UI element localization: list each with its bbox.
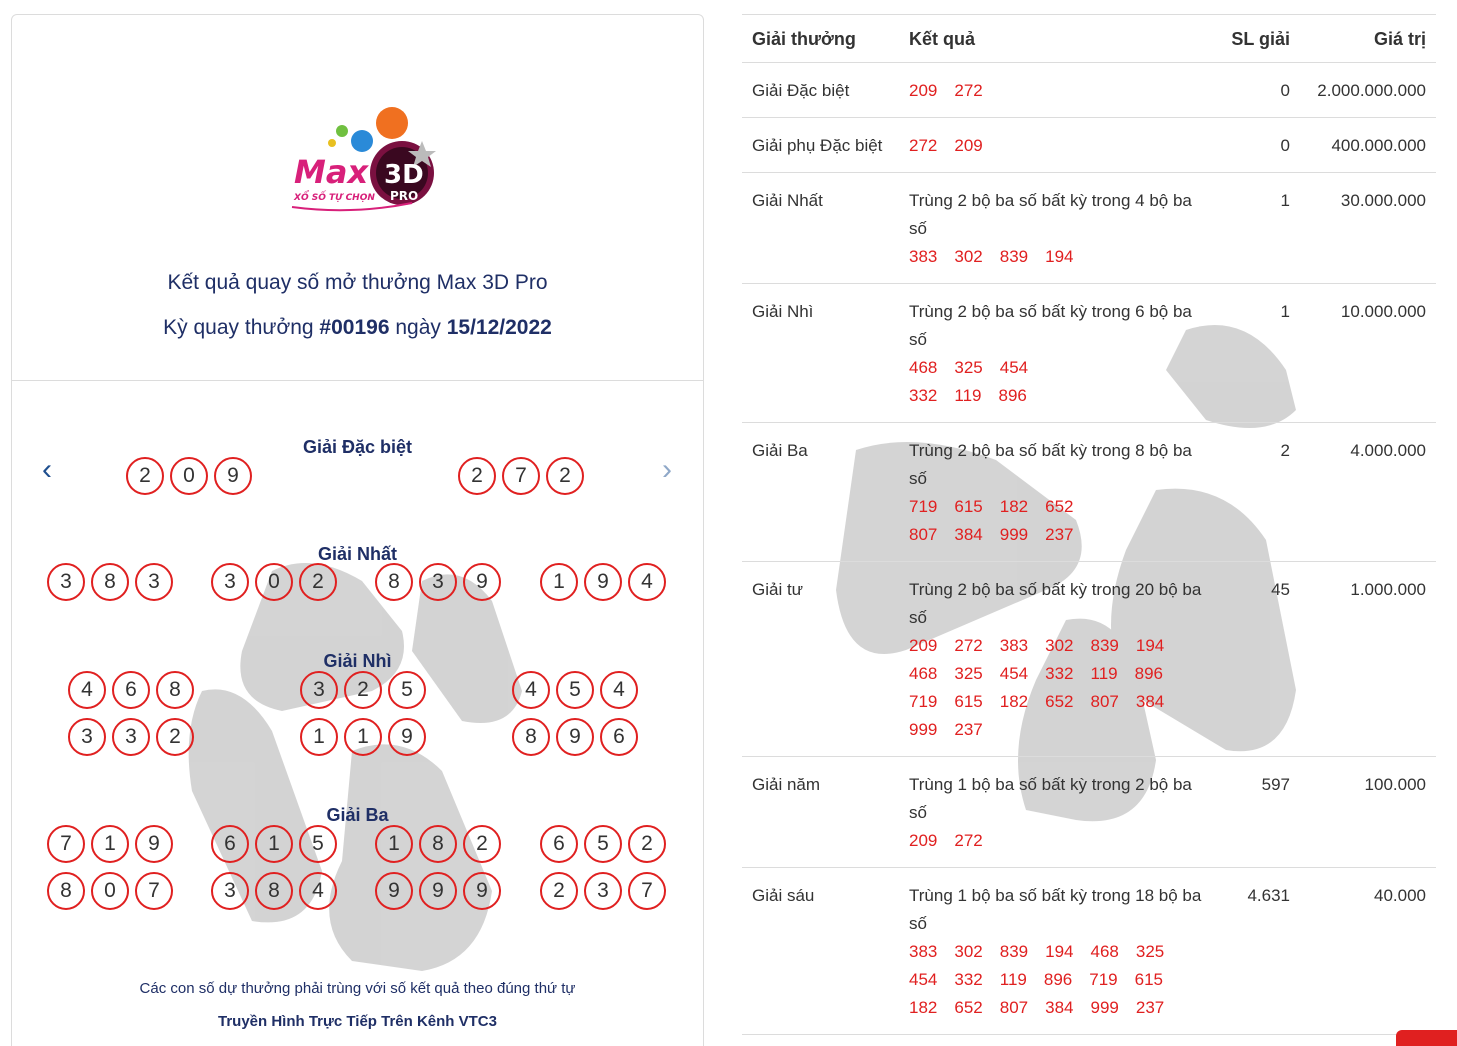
prize-title-third: Giải Ba — [326, 805, 389, 825]
result-number: 807 — [909, 525, 938, 544]
result-line — [909, 493, 1202, 521]
number-ball: 3 — [135, 563, 173, 601]
result-number: 325 — [1135, 942, 1165, 961]
number-ball: 5 — [584, 825, 622, 863]
result-number: 182 — [909, 998, 938, 1017]
number-ball: 5 — [299, 825, 337, 863]
prize-name: Giải Đặc biệt — [742, 63, 899, 118]
header-result: Kết quả — [899, 15, 1212, 63]
ball-set — [375, 825, 501, 863]
number-ball: 9 — [375, 872, 413, 910]
prize-result — [899, 562, 1212, 757]
number-ball: 1 — [344, 718, 382, 756]
prize-qty: 597 — [1212, 757, 1300, 868]
table-row — [742, 423, 1436, 562]
result-title: Kết quả quay số mở thưởng Max 3D Pro — [167, 271, 548, 294]
prize-qty: 0 — [1212, 63, 1300, 118]
ball-set — [300, 718, 426, 756]
watermark-star-icon — [162, 541, 582, 1041]
result-line — [909, 688, 1202, 716]
result-number: 119 — [1090, 664, 1118, 683]
number-ball: 9 — [419, 872, 457, 910]
result-number: 209 — [909, 636, 938, 655]
number-ball: 0 — [170, 457, 208, 495]
prize-name: Giải Nhì — [742, 284, 899, 423]
number-ball: 3 — [112, 718, 150, 756]
number-ball: 2 — [126, 457, 164, 495]
result-card — [11, 14, 704, 1046]
prize-result — [899, 423, 1212, 562]
result-line — [909, 521, 1202, 549]
number-ball: 2 — [156, 718, 194, 756]
max3dpro-logo — [282, 103, 442, 213]
result-number: 652 — [1045, 692, 1074, 711]
number-ball: 2 — [628, 825, 666, 863]
result-line — [909, 966, 1202, 994]
ball-set — [540, 872, 666, 910]
number-ball: 7 — [47, 825, 85, 863]
result-number: 384 — [1135, 692, 1165, 711]
prize-qty: 0 — [1212, 118, 1300, 173]
result-number: 615 — [954, 692, 983, 711]
prize-name: Giải Nhất — [742, 173, 899, 284]
result-number: 896 — [998, 386, 1027, 405]
prize-rule: Trùng 1 bộ ba số bất kỳ trong 2 bộ ba số — [909, 775, 1192, 822]
result-number: 383 — [999, 636, 1029, 655]
number-ball: 5 — [388, 671, 426, 709]
corner-float-button[interactable] — [1396, 1030, 1457, 1046]
prize-qty: 4.631 — [1212, 868, 1300, 1035]
number-ball: 6 — [540, 825, 578, 863]
prize-value: 10.000.000 — [1300, 284, 1436, 423]
result-number: 302 — [1045, 636, 1074, 655]
number-ball: 9 — [556, 718, 594, 756]
result-number: 237 — [1135, 998, 1165, 1017]
number-ball: 6 — [211, 825, 249, 863]
result-number: 194 — [1045, 942, 1074, 961]
number-ball: 8 — [47, 872, 85, 910]
prize-qty: 2 — [1212, 423, 1300, 562]
number-ball: 3 — [68, 718, 106, 756]
result-line — [909, 132, 1202, 160]
prize-qty: 45 — [1212, 562, 1300, 757]
result-number: 209 — [909, 81, 938, 100]
number-ball: 3 — [584, 872, 622, 910]
result-number: 652 — [954, 998, 983, 1017]
ball-set — [211, 825, 337, 863]
table-row — [742, 63, 1436, 118]
prize-name: Giải Ba — [742, 423, 899, 562]
number-ball: 7 — [135, 872, 173, 910]
prize-table-container — [742, 14, 1436, 1035]
result-number: 468 — [909, 358, 938, 377]
number-ball: 6 — [112, 671, 150, 709]
ball-set — [47, 872, 173, 910]
result-number: 896 — [1134, 664, 1163, 683]
prize-rule: Trùng 2 bộ ba số bất kỳ trong 4 bộ ba số — [909, 191, 1192, 238]
ball-set — [47, 825, 173, 863]
ball-set — [68, 718, 194, 756]
prize-table — [742, 14, 1436, 1035]
result-number: 302 — [954, 247, 983, 266]
prize-value: 30.000.000 — [1300, 173, 1436, 284]
svg-text:XỔ SỐ TỰ CHỌN: XỔ SỐ TỰ CHỌN — [294, 193, 375, 203]
number-ball: 3 — [211, 872, 249, 910]
result-number: 719 — [909, 692, 938, 711]
ball-set — [512, 671, 638, 709]
result-line — [909, 938, 1202, 966]
result-line — [909, 994, 1202, 1022]
result-number: 272 — [954, 81, 983, 100]
table-row — [742, 757, 1436, 868]
result-line — [909, 243, 1202, 271]
result-number: 999 — [999, 525, 1029, 544]
number-ball: 7 — [502, 457, 540, 495]
result-line — [909, 716, 1202, 744]
result-number: 468 — [1090, 942, 1119, 961]
result-number: 454 — [999, 358, 1029, 377]
result-number: 272 — [909, 136, 938, 155]
result-number: 839 — [1090, 636, 1119, 655]
table-row — [742, 173, 1436, 284]
ball-set — [68, 671, 194, 709]
ball-set — [211, 563, 337, 601]
number-ball: 8 — [512, 718, 550, 756]
date-prefix: ngày — [395, 316, 441, 339]
number-ball: 8 — [156, 671, 194, 709]
number-ball: 0 — [255, 563, 293, 601]
number-ball: 9 — [135, 825, 173, 863]
result-line — [909, 827, 1202, 855]
number-ball: 6 — [600, 718, 638, 756]
prize-name: Giải sáu — [742, 868, 899, 1035]
result-number: 839 — [999, 942, 1029, 961]
result-number: 999 — [1090, 998, 1119, 1017]
result-number: 182 — [999, 497, 1029, 516]
prize-name: Giải tư — [742, 562, 899, 757]
prize-name: Giải phụ Đặc biệt — [742, 118, 899, 173]
result-number: 332 — [909, 386, 938, 405]
number-ball: 2 — [344, 671, 382, 709]
prize-rule: Trùng 2 bộ ba số bất kỳ trong 8 bộ ba số — [909, 441, 1192, 488]
number-ball: 8 — [375, 563, 413, 601]
number-ball: 1 — [540, 563, 578, 601]
ball-set — [540, 825, 666, 863]
ball-set — [375, 872, 501, 910]
number-ball: 9 — [214, 457, 252, 495]
prize-qty: 1 — [1212, 284, 1300, 423]
prize-rule: Trùng 1 bộ ba số bất kỳ trong 18 bộ ba số — [909, 886, 1202, 933]
result-number: 719 — [1089, 970, 1118, 989]
number-ball: 2 — [458, 457, 496, 495]
number-ball: 2 — [540, 872, 578, 910]
result-number: 383 — [909, 942, 938, 961]
number-ball: 1 — [300, 718, 338, 756]
prize-value: 100.000 — [1300, 757, 1436, 868]
rules-note: Các con số dự thưởng phải trùng với số kết quả theo đúng thứ tự — [139, 980, 576, 997]
draw-number: #00196 — [319, 316, 390, 339]
number-ball: 3 — [47, 563, 85, 601]
result-number: 468 — [909, 664, 938, 683]
number-ball: 8 — [91, 563, 129, 601]
header-prize: Giải thưởng — [742, 15, 899, 63]
result-line — [909, 77, 1202, 105]
number-ball: 3 — [211, 563, 249, 601]
result-number: 896 — [1043, 970, 1073, 989]
prize-title-special: Giải Đặc biệt — [302, 437, 413, 457]
number-ball: 9 — [463, 563, 501, 601]
result-number: 383 — [909, 247, 938, 266]
prize-value: 40.000 — [1300, 868, 1436, 1035]
number-ball: 2 — [299, 563, 337, 601]
result-number: 454 — [999, 664, 1029, 683]
result-number: 615 — [1134, 970, 1163, 989]
number-ball: 0 — [91, 872, 129, 910]
svg-text:PRO: PRO — [390, 189, 419, 203]
ball-set — [126, 457, 252, 495]
table-header-row — [742, 15, 1436, 63]
result-number: 332 — [954, 970, 983, 989]
result-number: 807 — [999, 998, 1029, 1017]
number-ball: 1 — [255, 825, 293, 863]
result-line — [909, 660, 1202, 688]
number-ball: 4 — [68, 671, 106, 709]
result-number: 194 — [1045, 247, 1074, 266]
result-line — [909, 354, 1202, 382]
result-number: 119 — [954, 386, 982, 405]
prize-title-second: Giải Nhì — [323, 651, 392, 671]
number-ball: 4 — [512, 671, 550, 709]
prize-result — [899, 173, 1212, 284]
number-ball: 9 — [584, 563, 622, 601]
prize-result — [899, 63, 1212, 118]
result-number: 384 — [1045, 998, 1074, 1017]
ball-set — [512, 718, 638, 756]
number-ball: 4 — [299, 872, 337, 910]
ball-set — [540, 563, 666, 601]
number-ball: 1 — [375, 825, 413, 863]
number-ball: 8 — [419, 825, 457, 863]
result-number: 999 — [909, 720, 938, 739]
result-number: 839 — [999, 247, 1029, 266]
number-ball: 2 — [463, 825, 501, 863]
number-ball: 1 — [91, 825, 129, 863]
prize-result — [899, 757, 1212, 868]
result-number: 454 — [909, 970, 938, 989]
table-row — [742, 284, 1436, 423]
ball-set — [375, 563, 501, 601]
result-number: 194 — [1135, 636, 1165, 655]
number-ball: 7 — [628, 872, 666, 910]
number-ball: 5 — [556, 671, 594, 709]
draw-prefix: Kỳ quay thưởng — [163, 316, 314, 339]
ball-set — [458, 457, 584, 495]
prize-value: 2.000.000.000 — [1300, 63, 1436, 118]
result-number: 615 — [954, 497, 983, 516]
result-number: 237 — [1045, 525, 1074, 544]
prize-title-first: Giải Nhất — [317, 544, 397, 564]
result-number: 652 — [1045, 497, 1074, 516]
result-number: 209 — [909, 831, 938, 850]
result-balls-section — [12, 381, 703, 1046]
ball-set — [211, 872, 337, 910]
result-number: 209 — [954, 136, 983, 155]
prize-result — [899, 868, 1212, 1035]
prize-value: 4.000.000 — [1300, 423, 1436, 562]
draw-info — [12, 316, 703, 340]
number-ball: 9 — [463, 872, 501, 910]
result-number: 272 — [954, 831, 983, 850]
svg-text:Max: Max — [294, 153, 369, 191]
result-number: 182 — [999, 692, 1029, 711]
result-number: 325 — [954, 664, 983, 683]
result-number: 272 — [954, 636, 983, 655]
svg-text:3D: 3D — [384, 160, 424, 190]
result-card-header — [12, 15, 703, 381]
prize-value: 400.000.000 — [1300, 118, 1436, 173]
prize-name: Giải năm — [742, 757, 899, 868]
prize-rule: Trùng 2 bộ ba số bất kỳ trong 20 bộ ba số — [909, 580, 1202, 627]
result-number: 719 — [909, 497, 938, 516]
prize-rule: Trùng 2 bộ ba số bất kỳ trong 6 bộ ba số — [909, 302, 1192, 349]
number-ball: 3 — [300, 671, 338, 709]
number-ball: 3 — [419, 563, 457, 601]
result-line — [909, 632, 1202, 660]
result-number: 302 — [954, 942, 983, 961]
result-number: 325 — [954, 358, 983, 377]
number-ball: 8 — [255, 872, 293, 910]
table-row — [742, 868, 1436, 1035]
result-number: 807 — [1090, 692, 1119, 711]
number-ball: 4 — [600, 671, 638, 709]
header-qty: SL giải — [1212, 15, 1300, 63]
prize-result — [899, 284, 1212, 423]
header-value: Giá trị — [1300, 15, 1436, 63]
ball-set — [47, 563, 173, 601]
prize-value: 1.000.000 — [1300, 562, 1436, 757]
ball-set — [300, 671, 426, 709]
chevron-right-icon[interactable]: › — [662, 453, 672, 486]
result-number: 119 — [999, 970, 1027, 989]
table-row — [742, 118, 1436, 173]
chevron-left-icon[interactable]: ‹ — [42, 453, 52, 486]
result-line — [909, 382, 1202, 410]
broadcast-note: Truyền Hình Trực Tiếp Trên Kênh VTC3 — [218, 1013, 497, 1030]
number-ball: 2 — [546, 457, 584, 495]
number-ball: 9 — [388, 718, 426, 756]
draw-date: 15/12/2022 — [446, 316, 552, 339]
result-number: 237 — [954, 720, 983, 739]
table-row — [742, 562, 1436, 757]
number-ball: 4 — [628, 563, 666, 601]
result-number: 384 — [954, 525, 983, 544]
result-number: 332 — [1045, 664, 1074, 683]
prize-qty: 1 — [1212, 173, 1300, 284]
prize-result — [899, 118, 1212, 173]
